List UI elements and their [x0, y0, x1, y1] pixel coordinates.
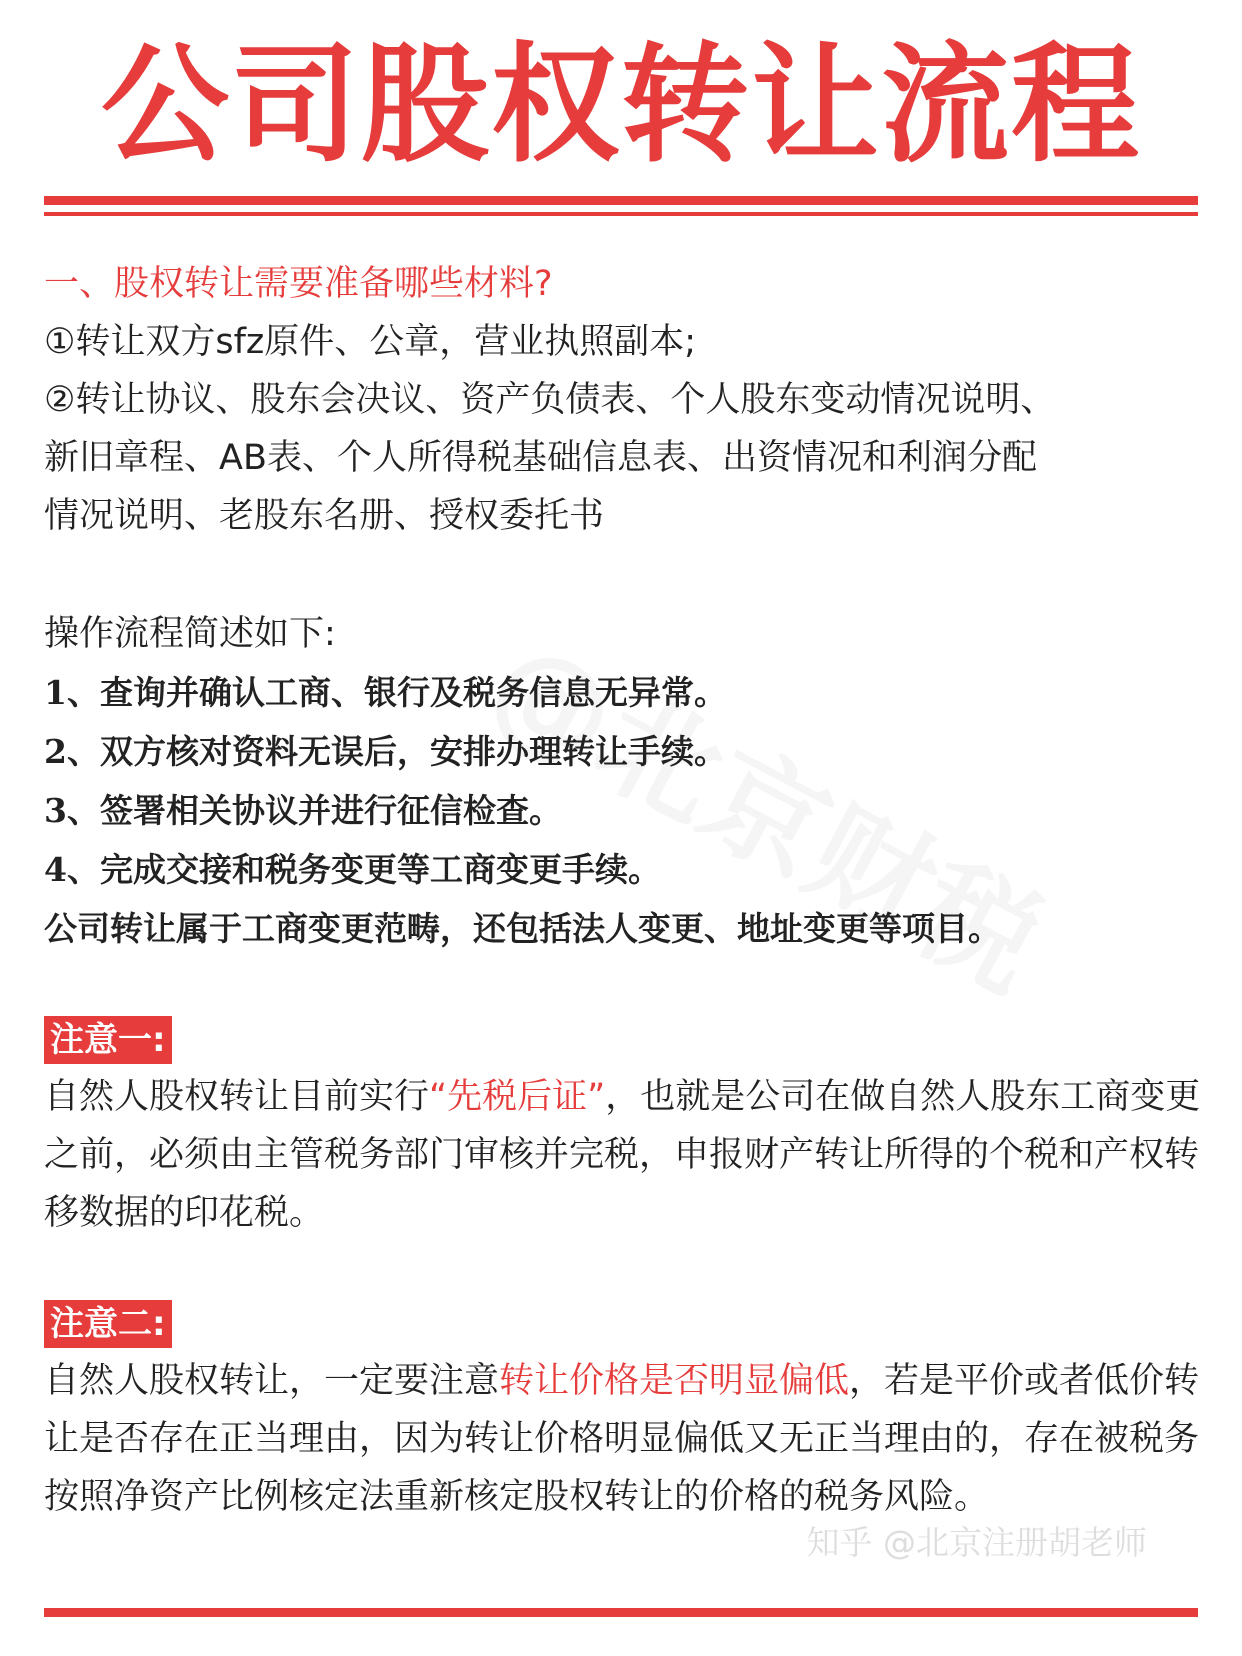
material-line: 情况说明、老股东名册、授权委托书	[44, 496, 605, 536]
bottom-divider	[44, 1608, 1198, 1617]
section-heading: 一、股权转让需要准备哪些材料?	[44, 264, 553, 304]
process-step: 3、签署相关协议并进行征信检查。	[44, 791, 562, 830]
notice-two-highlight: 转让价格是否明显偏低	[499, 1361, 850, 1401]
process-step: 4、完成交接和税务变更等工商变更手续。	[44, 850, 661, 889]
notice-two-text: 自然人股权转让，一定要注意转让价格是否明显偏低，若是平价或者低价转让是否存在正当理由，因为转让价格明显偏低又无正当理由的，存在被税务按照净资产比例核定法重新核定股权转让的价格的税务风险。	[44, 1361, 1200, 1517]
article-body	[44, 255, 1204, 1526]
process-step: 1、查询并确认工商、银行及税务信息无异常。	[44, 673, 727, 712]
notice-one-highlight: “先税后证”	[429, 1077, 606, 1117]
notice-two	[44, 1300, 1204, 1526]
notice-one	[44, 1016, 1204, 1242]
process-step: 2、双方核对资料无误后，安排办理转让手续。	[44, 732, 727, 771]
title-divider-thick	[44, 196, 1198, 205]
page-title: 公司股权转让流程	[100, 30, 1141, 180]
material-line: ①转让双方sfz原件、公章，营业执照副本;	[44, 322, 697, 362]
material-line: 新旧章程、AB表、个人所得税基础信息表、出资情况和利润分配	[44, 438, 1037, 478]
process-intro: 操作流程简述如下:	[44, 614, 336, 654]
notice-one-label: 注意一:	[44, 1016, 172, 1064]
title-divider-thin	[44, 212, 1198, 216]
source-watermark: 知乎 @北京注册胡老师	[806, 1523, 1147, 1562]
notice-one-text: 自然人股权转让目前实行“先税后证”，也就是公司在做自然人股东工商变更之前，必须由主管税务部门审核并完税，申报财产转让所得的个税和产权转移数据的印花税。	[44, 1077, 1201, 1233]
material-line: ②转让协议、股东会决议、资产负债表、个人股东变动情况说明、	[44, 380, 1056, 420]
process-summary: 公司转让属于工商变更范畴，还包括法人变更、地址变更等项目。	[44, 909, 1001, 948]
notice-two-label: 注意二:	[44, 1300, 172, 1348]
